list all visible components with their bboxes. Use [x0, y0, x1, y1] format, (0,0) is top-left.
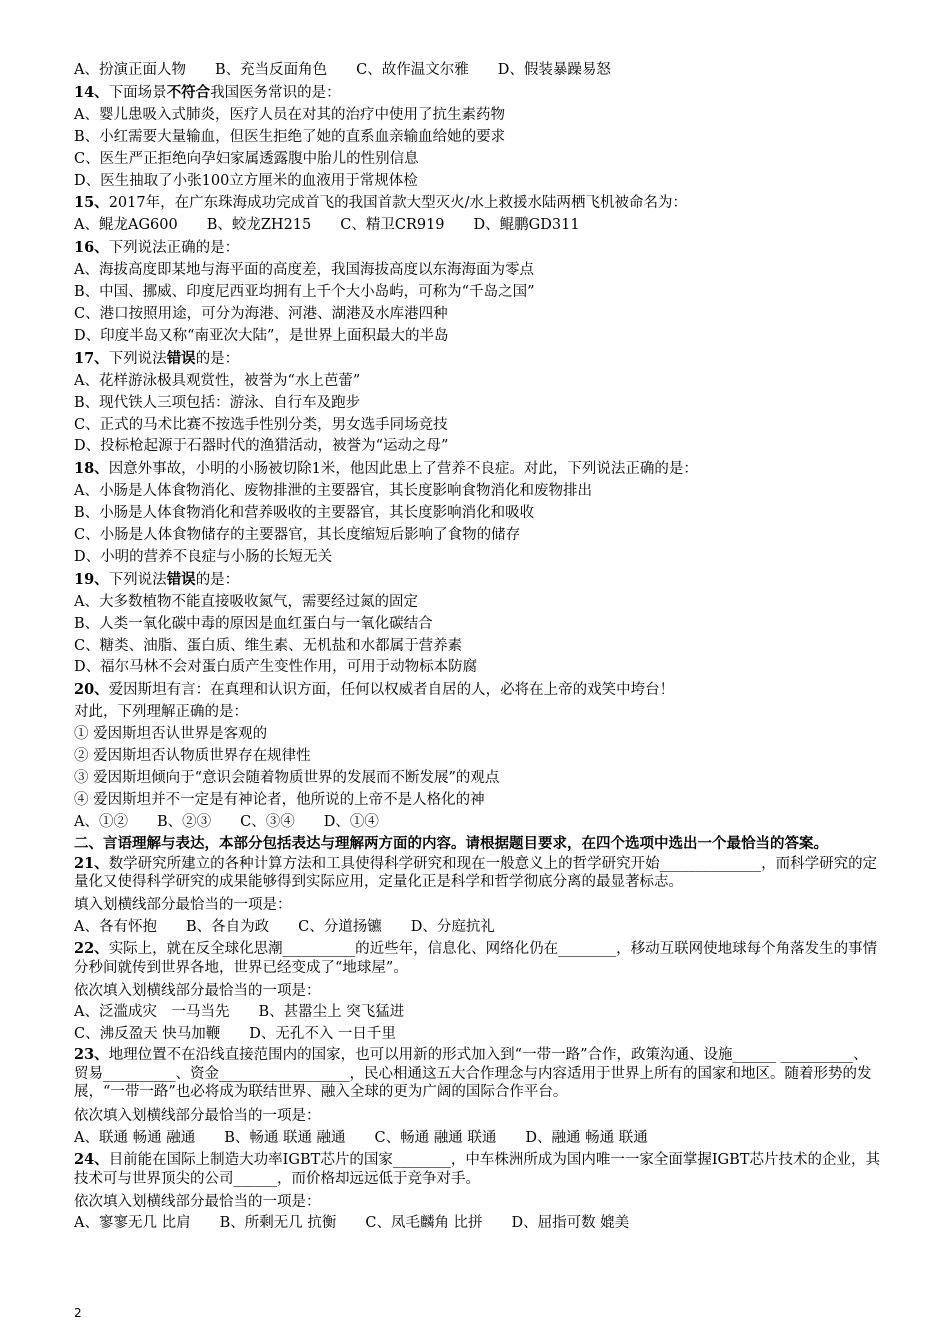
q20-statement-2: ② 爱因斯坦否认物质世界存在规律性	[74, 748, 311, 765]
q19-option-a: A、大多数植物不能直接吸收氮气，需要经过氮的固定	[74, 593, 418, 610]
section-heading: 二、言语理解与表达，本部分包括表达与理解两方面的内容。请根据题目要求，在四个选项中选出一个最恰当的答案。	[74, 834, 828, 852]
q24-prompt: 依次填入划横线部分最恰当的一项是：	[74, 1193, 321, 1210]
q17-option-c: C、正式的马术比赛不按选手性别分类，男女选手同场竞技	[74, 416, 448, 433]
q16-option-c: C、港口按照用途，可分为海港、河港、湖港及水库港四种	[74, 305, 448, 322]
q24-number: 24、	[74, 1150, 109, 1168]
q14-text-a: 下面场景	[108, 84, 167, 101]
document-body	[74, 60, 882, 1235]
q14-stem	[74, 82, 882, 105]
q18-text: 因意外事故，小明的小肠被切除1米，他因此患上了营养不良症。对此，下列说法正确的是：	[108, 461, 698, 478]
q22-options-ab: A、泛滥成灾 一马当先 B、甚嚣尘上 突飞猛进	[74, 1004, 405, 1021]
q14-text-b: 我国医务常识的是：	[210, 84, 341, 101]
q19-text-b: 的是：	[195, 571, 240, 588]
q23-number: 23、	[74, 1046, 109, 1064]
q21-prompt: 填入划横线部分最恰当的一项是：	[74, 896, 292, 913]
q14-option-b: B、小红需要大量输血，但医生拒绝了她的直系血亲输血给她的要求	[74, 128, 506, 145]
q21-number: 21、	[74, 854, 109, 872]
q15-options: A、鲲龙AG600 B、蛟龙ZH215 C、精卫CR919 D、鲲鹏GD311	[74, 217, 580, 234]
q24-options: A、寥寥无几 比肩 B、所剩无几 抗衡 C、凤毛麟角 比拼 D、屈指可数 媲美	[74, 1215, 630, 1232]
q15-stem	[74, 192, 882, 215]
q20-statement-1: ① 爱因斯坦否认世界是客观的	[74, 726, 268, 743]
q18-option-c: C、小肠是人体食物储存的主要器官，其长度缩短后影响了食物的储存	[74, 527, 521, 544]
q23-prompt: 依次填入划横线部分最恰当的一项是：	[74, 1107, 321, 1124]
q16-number: 16、	[74, 239, 109, 257]
q16-option-b: B、中国、挪威、印度尼西亚均拥有上千个大小岛屿，可称为“千岛之国”	[74, 284, 535, 301]
q19-option-c: C、糖类、油脂、蛋白质、维生素、无机盐和水都属于营养素	[74, 637, 463, 654]
q23-options: A、联通 畅通 融通 B、畅通 联通 融通 C、畅通 融通 联通 D、融通 畅通 联通	[74, 1129, 648, 1146]
q17-option-d: D、投标枪起源于石器时代的渔猎活动，被誉为“运动之母”	[74, 438, 449, 455]
q13-options: A、扮演正面人物 B、充当反面角色 C、故作温文尔雅 D、假装暴躁易怒	[74, 62, 611, 78]
q18-option-a: A、小肠是人体食物消化、废物排泄的主要器官，其长度影响食物消化和废物排出	[74, 483, 592, 500]
q15-number: 15、	[74, 194, 109, 212]
q18-option-d: D、小明的营养不良症与小肠的长短无关	[74, 548, 333, 565]
q17-stem	[74, 348, 882, 371]
q17-emphasis: 错误	[166, 349, 196, 367]
q22-text: 实际上，就在反全球化思潮__________的近些年，信息化、网络化仍在________，移动互联网使地球每个角落发生的事情分秒间就传到世界各地，世界已经变成了“地球屋”。	[74, 940, 878, 976]
q16-option-a: A、海拔高度即某地与海平面的高度差，我国海拔高度以东海海面为零点	[74, 262, 534, 279]
q23-text: 地理位置不在沿线直接范围内的国家，也可以用新的形式加入到“一带一路”合作，政策沟通、设施______ __________、贸易__________、资金__________________，民心相通这五大合作理念与内容适用于世界上所有的国家和地区。随着形势的发展，“一带一路”也必将成为联结世界、融入全球的更为广阔的国际合作平台。	[74, 1047, 872, 1101]
q20-text: 爱因斯坦有言：在真理和认识方面，任何以权威者自居的人，必将在上帝的戏笑中垮台！	[108, 682, 675, 699]
q22-prompt: 依次填入划横线部分最恰当的一项是：	[74, 982, 321, 999]
q18-number: 18、	[74, 460, 109, 478]
q14-option-c: C、医生严正拒绝向孕妇家属透露腹中胎儿的性别信息	[74, 150, 419, 167]
q17-text-b: 的是：	[195, 350, 240, 367]
q17-text-a: 下列说法	[108, 350, 167, 367]
q23-stem	[74, 1046, 882, 1102]
q19-option-d: D、福尔马林不会对蛋白质产生变性作用，可用于动物标本防腐	[74, 659, 478, 676]
q20-prompt: 对此，下列理解正确的是：	[74, 704, 248, 721]
q24-text: 目前能在国际上制造大功率IGBT芯片的国家________，中车株洲所成为国内唯一一家全面掌握IGBT芯片技术的企业，其技术可与世界顶尖的公司______，而价格却远远低于竞争对手。	[74, 1151, 880, 1187]
q17-number: 17、	[74, 349, 109, 367]
q18-stem	[74, 458, 882, 481]
q24-stem	[74, 1150, 882, 1189]
q14-option-d: D、医生抽取了小张100立方厘米的血液用于常规体检	[74, 172, 418, 189]
q21-options: A、各有怀抱 B、各自为政 C、分道扬镳 D、分庭抗礼	[74, 918, 495, 935]
q17-option-a: A、花样游泳极具观赏性，被誉为“水上芭蕾”	[74, 372, 361, 389]
q15-text: 2017年，在广东珠海成功完成首飞的我国首款大型灭火/水上救援水陆两栖飞机被命名为：	[108, 195, 687, 212]
q21-stem	[74, 855, 882, 891]
q19-emphasis: 错误	[166, 570, 196, 588]
q22-stem	[74, 939, 882, 978]
q19-stem	[74, 569, 882, 592]
q19-number: 19、	[74, 570, 109, 588]
q20-statement-4: ④ 爱因斯坦并不一定是有神论者，他所说的上帝不是人格化的神	[74, 791, 485, 808]
q20-stem	[74, 679, 882, 702]
q14-option-a: A、婴儿患吸入式肺炎，医疗人员在对其的治疗中使用了抗生素药物	[74, 106, 505, 123]
q22-number: 22、	[74, 939, 109, 957]
q17-option-b: B、现代铁人三项包括：游泳、自行车及跑步	[74, 394, 361, 411]
q18-option-b: B、小肠是人体食物消化和营养吸收的主要器官，其长度影响消化和吸收	[74, 505, 535, 522]
q14-number: 14、	[74, 83, 109, 101]
q19-text-a: 下列说法	[108, 571, 167, 588]
q20-options: A、①② B、②③ C、③④ D、①④	[74, 813, 379, 830]
q20-statement-3: ③ 爱因斯坦倾向于“意识会随着物质世界的发展而不断发展”的观点	[74, 770, 500, 786]
q16-option-d: D、印度半岛又称“南亚次大陆”，是世界上面积最大的半岛	[74, 327, 449, 344]
q20-number: 20、	[74, 681, 109, 699]
page-number: 2	[74, 1306, 82, 1320]
q16-stem	[74, 237, 882, 260]
q19-option-b: B、人类一氧化碳中毒的原因是血红蛋白与一氧化碳结合	[74, 615, 433, 632]
q16-text: 下列说法正确的是：	[108, 240, 240, 257]
q22-options-cd: C、沸反盈天 快马加鞭 D、无孔不入 一日千里	[74, 1026, 396, 1043]
q21-text: 数学研究所建立的各种计算方法和工具使得科学研究和现在一般意义上的哲学研究开始______________，而科学研究的定量化又使得科学研究的成果能够得到实际应用，定量化正是科学和哲学彻底分离的最显著标志。	[74, 855, 878, 890]
q14-emphasis: 不符合	[166, 83, 211, 101]
